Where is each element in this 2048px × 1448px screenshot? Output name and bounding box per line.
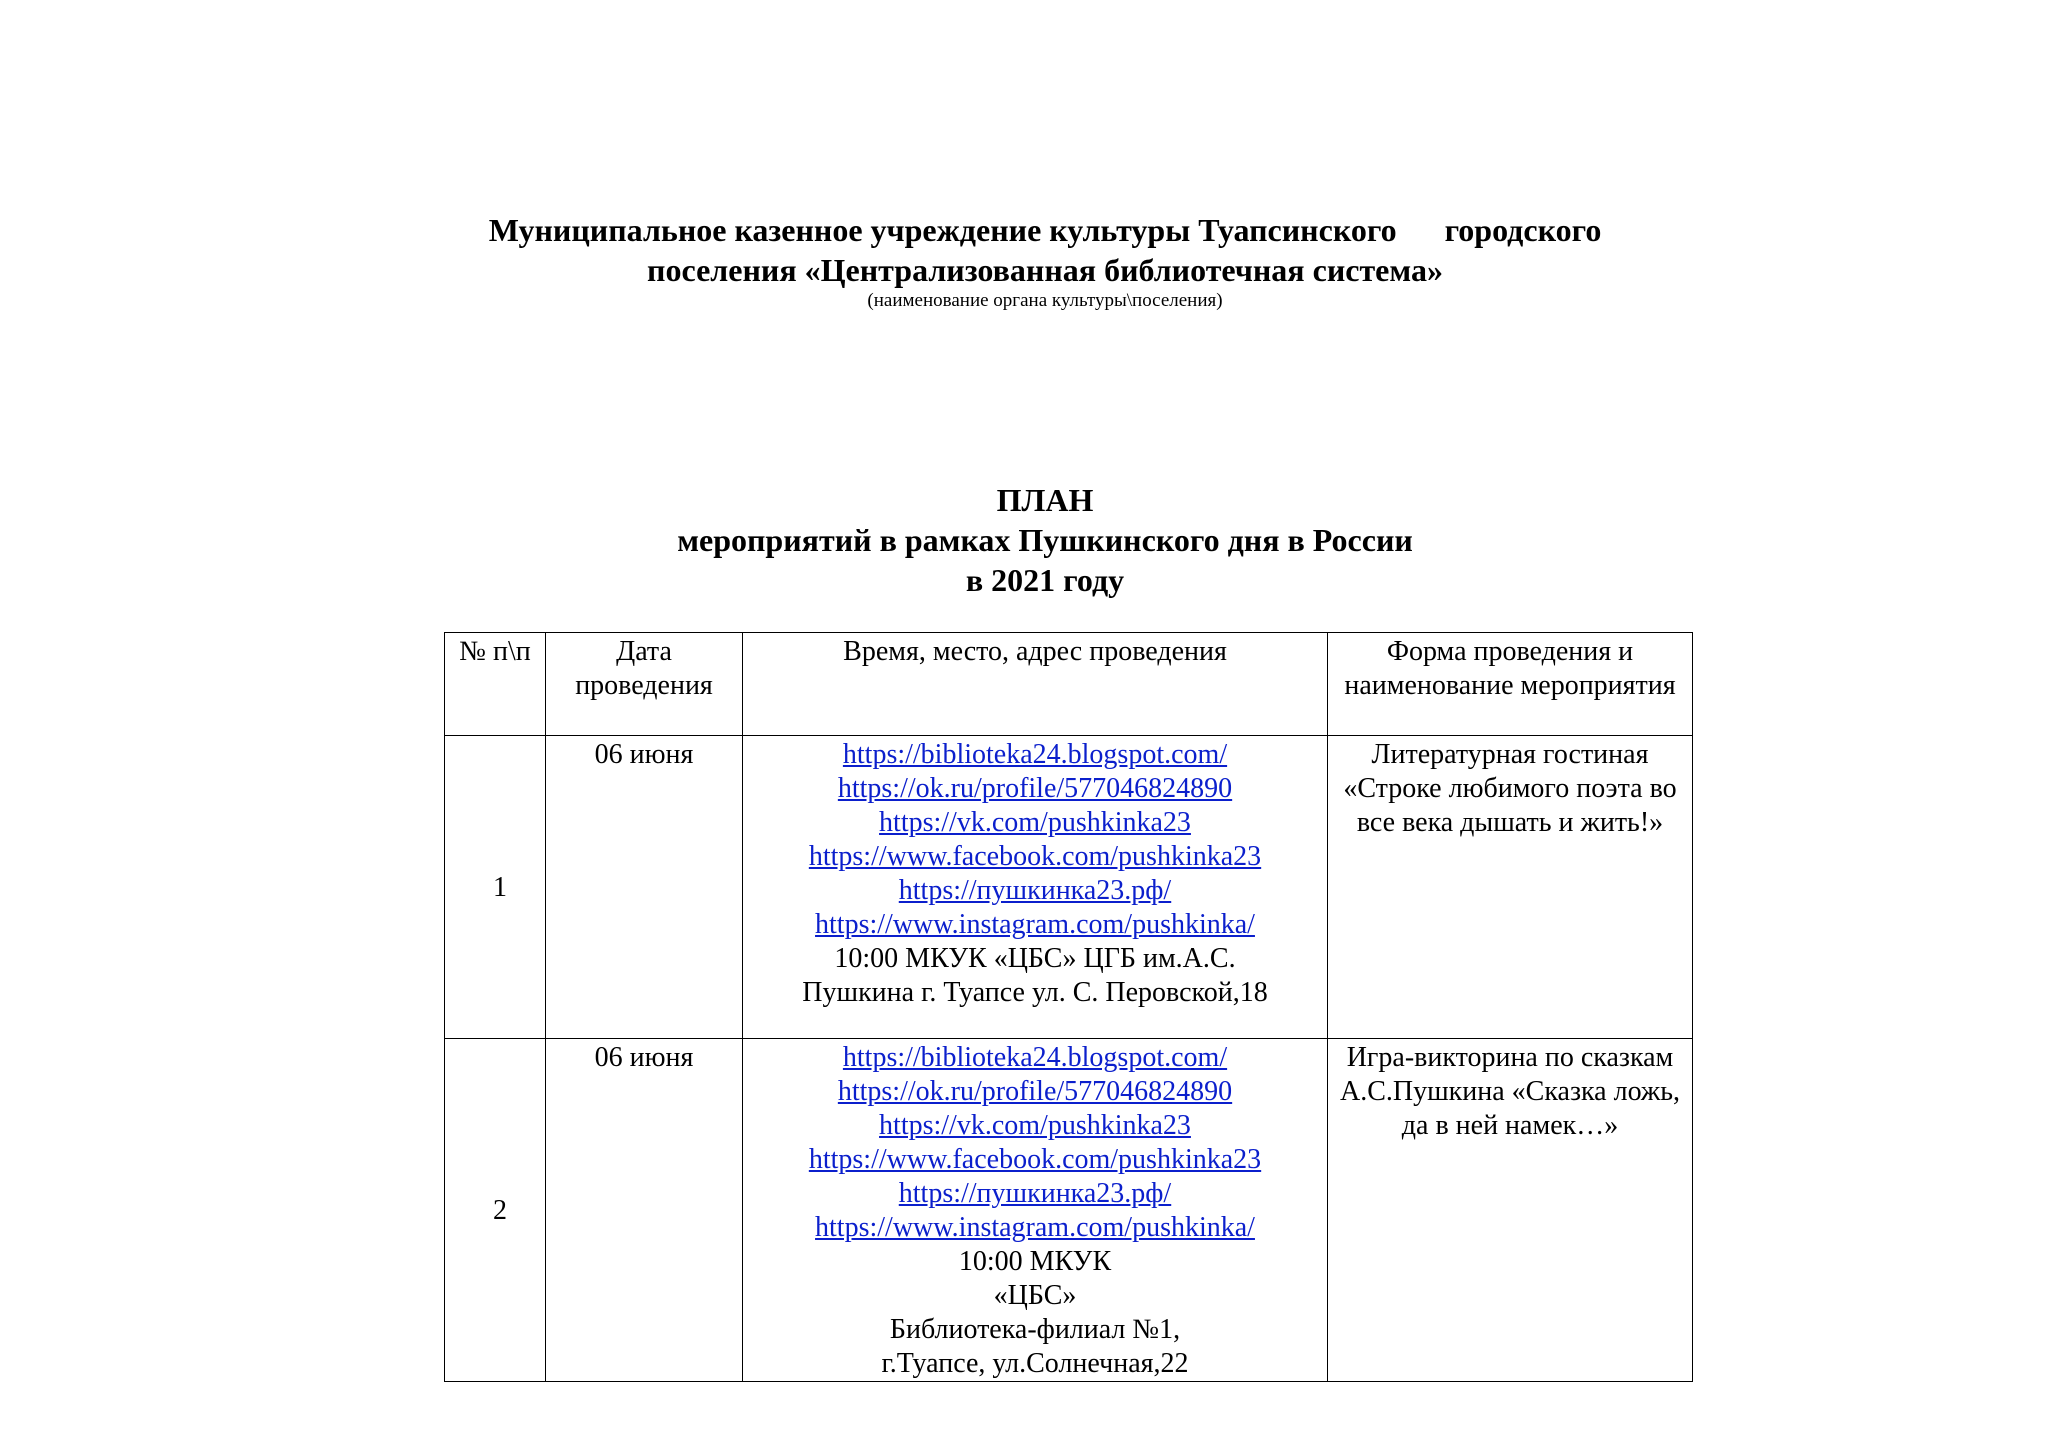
plan-year: в 2021 году: [965, 562, 1125, 598]
plan-subtitle: мероприятий в рамках Пушкинского дня в России: [677, 522, 1413, 558]
row-date: 06 июня: [546, 736, 743, 1039]
row-number-cell: [445, 736, 546, 1039]
row-number: 1: [493, 872, 507, 903]
link-instagram[interactable]: https://www.instagram.com/pushkinka/: [815, 909, 1255, 940]
row-form: Игра-викторина по сказкам А.С.Пушкина «Сказка ложь, да в ней намек…»: [1328, 1039, 1693, 1382]
place-line: 10:00 МКУК «ЦБС» ЦГБ им.А.С.: [834, 943, 1236, 974]
organization-header: [430, 210, 1660, 312]
row-number-cell: [445, 1039, 546, 1382]
place-line: г.Туапсе, ул.Солнечная,22: [881, 1348, 1189, 1379]
row-place-cell: [743, 736, 1328, 1039]
table-header-row: [445, 633, 1693, 736]
column-header-number: № п\п: [445, 633, 546, 736]
link-blogspot[interactable]: https://biblioteka24.blogspot.com/: [842, 1042, 1228, 1073]
link-ok[interactable]: https://ok.ru/profile/577046824890: [837, 773, 1233, 804]
row-form: Литературная гостиная «Строке любимого поэта во все века дышать и жить!»: [1328, 736, 1693, 1039]
organization-name-line2: поселения «Централизованная библиотечная система»: [647, 252, 1443, 288]
column-header-date: Дата проведения: [546, 633, 743, 736]
table-row: [445, 1039, 1693, 1382]
row-date: 06 июня: [546, 1039, 743, 1382]
link-pushkinka-rf[interactable]: https://пушкинка23.рф/: [898, 1178, 1172, 1209]
events-table: [444, 632, 1693, 1382]
row-number: 2: [493, 1195, 507, 1226]
table-row: [445, 736, 1693, 1039]
link-pushkinka-rf[interactable]: https://пушкинка23.рф/: [898, 875, 1172, 906]
link-facebook[interactable]: https://www.facebook.com/pushkinka23: [808, 841, 1262, 872]
column-header-place: Время, место, адрес проведения: [743, 633, 1328, 736]
row-place-cell: [743, 1039, 1328, 1382]
place-line: 10:00 МКУК: [958, 1246, 1112, 1277]
plan-heading: [430, 480, 1660, 600]
place-line: «ЦБС»: [993, 1280, 1077, 1311]
organization-caption: (наименование органа культуры\поселения): [867, 290, 1223, 311]
link-blogspot[interactable]: https://biblioteka24.blogspot.com/: [842, 739, 1228, 770]
link-instagram[interactable]: https://www.instagram.com/pushkinka/: [815, 1212, 1255, 1243]
organization-name-line1: Муниципальное казенное учреждение культуры Туапсинского городского: [488, 212, 1602, 248]
link-ok[interactable]: https://ok.ru/profile/577046824890: [837, 1076, 1233, 1107]
link-vk[interactable]: https://vk.com/pushkinka23: [879, 807, 1191, 838]
plan-title: ПЛАН: [996, 482, 1094, 518]
place-line: Пушкина г. Туапсе ул. С. Перовской,18: [802, 977, 1268, 1008]
link-vk[interactable]: https://vk.com/pushkinka23: [879, 1110, 1191, 1141]
link-facebook[interactable]: https://www.facebook.com/pushkinka23: [808, 1144, 1262, 1175]
column-header-form: Форма проведения и наименование мероприятия: [1328, 633, 1693, 736]
place-line: Библиотека-филиал №1,: [889, 1314, 1181, 1345]
